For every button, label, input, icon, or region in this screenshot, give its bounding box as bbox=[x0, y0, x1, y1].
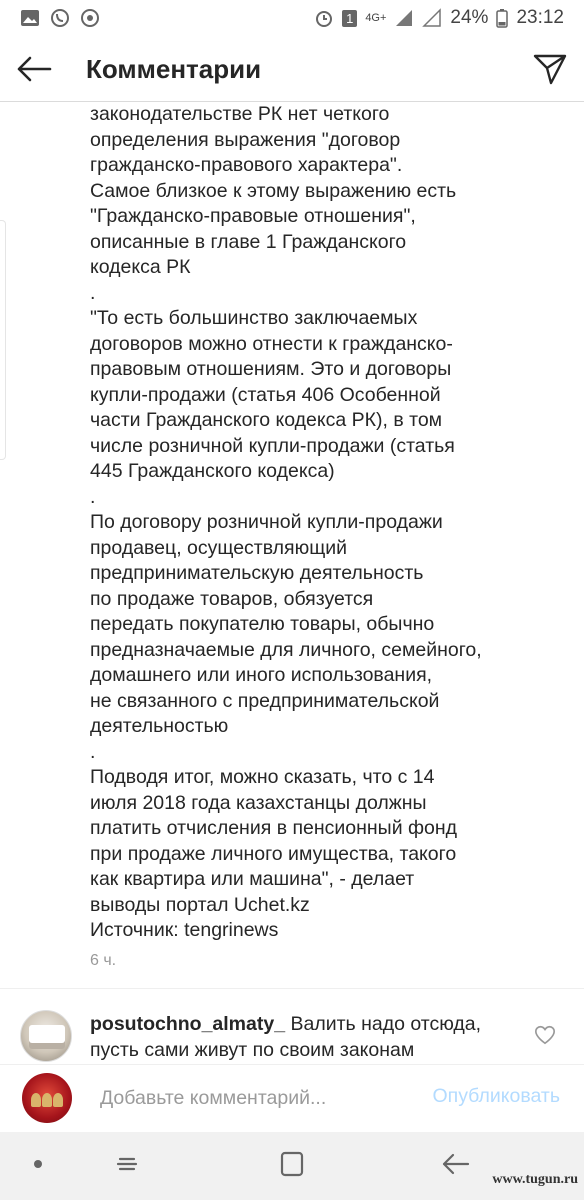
share-button[interactable] bbox=[530, 50, 570, 88]
watermark: www.tugun.ru bbox=[492, 1172, 578, 1187]
arrow-left-icon bbox=[16, 56, 52, 82]
viber-icon bbox=[50, 8, 70, 28]
back-button[interactable] bbox=[14, 50, 54, 88]
add-comment-bar bbox=[0, 1064, 584, 1132]
recents-icon[interactable] bbox=[114, 1150, 142, 1178]
reply-body bbox=[90, 1012, 520, 1063]
reply-comment bbox=[0, 1000, 584, 1064]
divider bbox=[0, 988, 584, 989]
heart-icon[interactable] bbox=[534, 1024, 556, 1046]
comment-timestamp: 6 ч. bbox=[90, 952, 117, 969]
scroll-indicator[interactable] bbox=[0, 220, 6, 460]
avatar[interactable] bbox=[20, 1010, 72, 1062]
post-button[interactable]: Опубликовать bbox=[432, 1085, 560, 1107]
nav-dot-button[interactable] bbox=[34, 1160, 42, 1168]
status-bar bbox=[0, 0, 584, 36]
signal-icon bbox=[394, 8, 414, 28]
comment-input[interactable] bbox=[100, 1083, 390, 1113]
paper-plane-icon bbox=[533, 53, 567, 85]
network-type: 4G+ bbox=[365, 12, 387, 24]
battery-percent: 24% bbox=[450, 7, 489, 28]
vpn-icon bbox=[80, 8, 100, 28]
reply-message: Валить надо отсюда, пусть сами живут по своим законам bbox=[90, 1013, 482, 1061]
comment-text: законодательстве РК нет четкого определения выражения "договор гражданско-правового характера". Самое близкое к этому выражению есть "Гражданско-правовые отношения", описанные в главе 1 Гражданского кодекса РК . "То есть большинство заключаемых договоров можно отнести к гражданско- правовым отношениям. Это и договоры купли-продажи (статья 406 Особенной части Гражданского кодекса РК), в том числе розничной купли-продажи (статья 445 Гражданского кодекса) . По договору розничной купли-продажи продавец, осуществляющий предпринимательскую деятельность по продаже товаров, обязуется передать покупателю товары, обычно предназначаемые для личного, семейного, домашнего или иного использования, не связанного с предпринимательской деятельностью . Подводя итог, можно сказать, что с 14 июля 2018 года казахстанцы должны платить отчисления в пенсионный фонд при продаже личного имущества, такого как квартира или машина", - делает выводы портал Uchet.kz Источник: tengrinews bbox=[90, 103, 482, 941]
gallery-icon bbox=[20, 8, 40, 28]
home-icon[interactable] bbox=[279, 1150, 305, 1178]
signal-2-icon bbox=[422, 8, 442, 28]
system-nav-bar bbox=[0, 1132, 584, 1200]
alarm-icon bbox=[314, 8, 334, 28]
reply-username[interactable]: posutochno_almaty_ bbox=[90, 1013, 286, 1035]
app-header bbox=[0, 36, 584, 102]
page-title: Комментарии bbox=[86, 54, 262, 84]
avatar bbox=[22, 1073, 72, 1123]
sim-badge: 1 bbox=[342, 10, 357, 27]
clock: 23:12 bbox=[516, 7, 564, 28]
back-nav-icon[interactable] bbox=[440, 1150, 470, 1178]
battery-icon bbox=[496, 8, 508, 28]
